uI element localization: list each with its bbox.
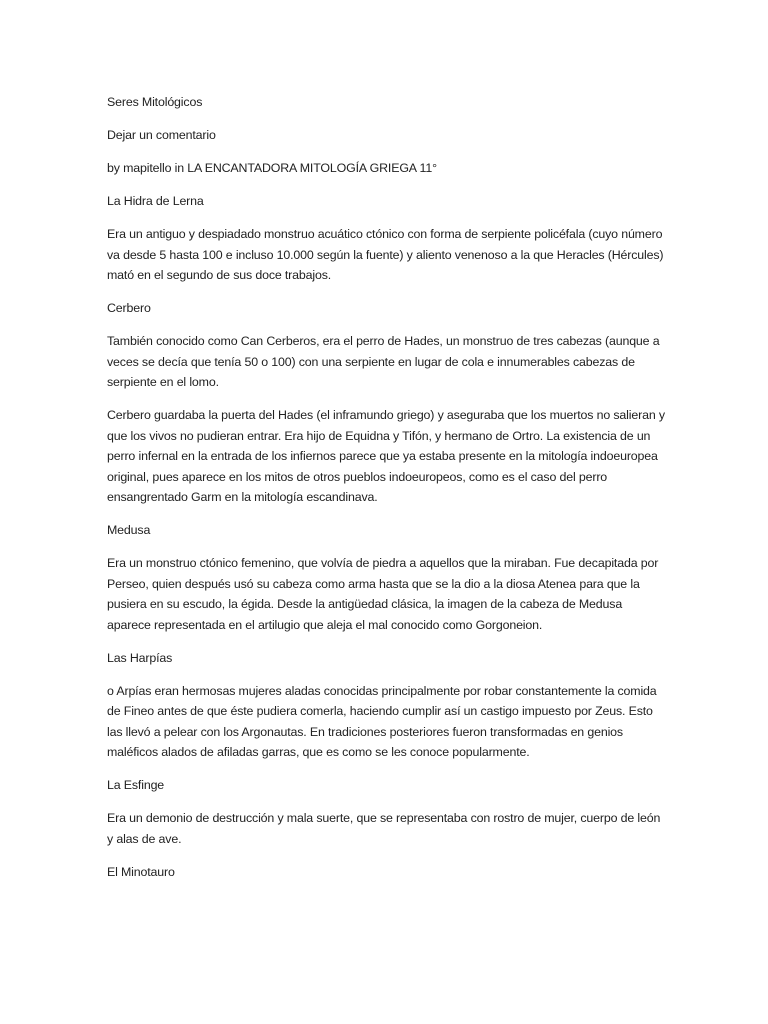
paragraph-harpias: o Arpías eran hermosas mujeres aladas conocidas principalmente por robar constantemente la comida de Fineo antes de que éste pudiera comerla, haciendo cumplir así un castigo impuesto por Zeus. Esto las llevó a pelear con los Argonautas. En tradiciones posteriores fueron transformadas en genios maléficos alados de afiladas garras, que es como se les conoce popularmente. (107, 683, 657, 759)
heading-cerbero: Cerbero (107, 301, 151, 315)
heading-medusa: Medusa (107, 523, 151, 537)
paragraph-hidra: Era un antiguo y despiadado monstruo acuático ctónico con forma de serpiente policéfala (cuyo número va desde 5 hasta 100 e incluso 10.000 según la fuente) y aliento venenoso a la que Heracles (Hércules) mató en el segundo de sus doce trabajos. (107, 227, 664, 282)
paragraph-cerbero-2: Cerbero guardaba la puerta del Hades (el inframundo griego) y aseguraba que los muertos no salieran y que los vivos no pudieran entrar. Era hijo de Equidna y Tifón, y hermano de Ortro. La existencia de un perro infernal en la entrada de los infiernos parece que ya estaba presente en la mitología indoeuropea original, pues aparece en los mitos de otros pueblos indoeuropeos, como es el caso del perro ensangrentado Garm en la mitología escandinava. (107, 408, 665, 504)
document-title: Seres Mitológicos (107, 95, 203, 109)
paragraph-cerbero-1: También conocido como Can Cerberos, era el perro de Hades, un monstruo de tres cabezas (aunque a veces se decía que tenía 50 o 100) con una serpiente en lugar de cola e innumerables cabezas de serpiente en el lomo. (107, 334, 660, 389)
heading-minotauro: El Minotauro (107, 864, 175, 879)
comment-link[interactable]: Dejar un comentario (107, 128, 216, 142)
byline: by mapitello in LA ENCANTADORA MITOLOGÍA GRIEGA 11° (107, 161, 437, 175)
document-page (107, 92, 667, 895)
heading-esfinge: La Esfinge (107, 778, 165, 792)
heading-hidra: La Hidra de Lerna (107, 194, 204, 208)
paragraph-esfinge: Era un demonio de destrucción y mala suerte, que se representaba con rostro de mujer, cuerpo de león y alas de ave. (107, 811, 661, 846)
heading-harpias: Las Harpías (107, 650, 173, 665)
paragraph-medusa: Era un monstruo ctónico femenino, que volvía de piedra a aquellos que la miraban. Fue decapitada por Perseo, quien después usó su cabeza como arma hasta que se la dio a la diosa Atenea para que la pusiera en su escudo, la égida. Desde la antigüedad clásica, la imagen de la cabeza de Medusa aparece representada en el artilugio que aleja el mal conocido como Gorgoneion. (107, 556, 659, 632)
